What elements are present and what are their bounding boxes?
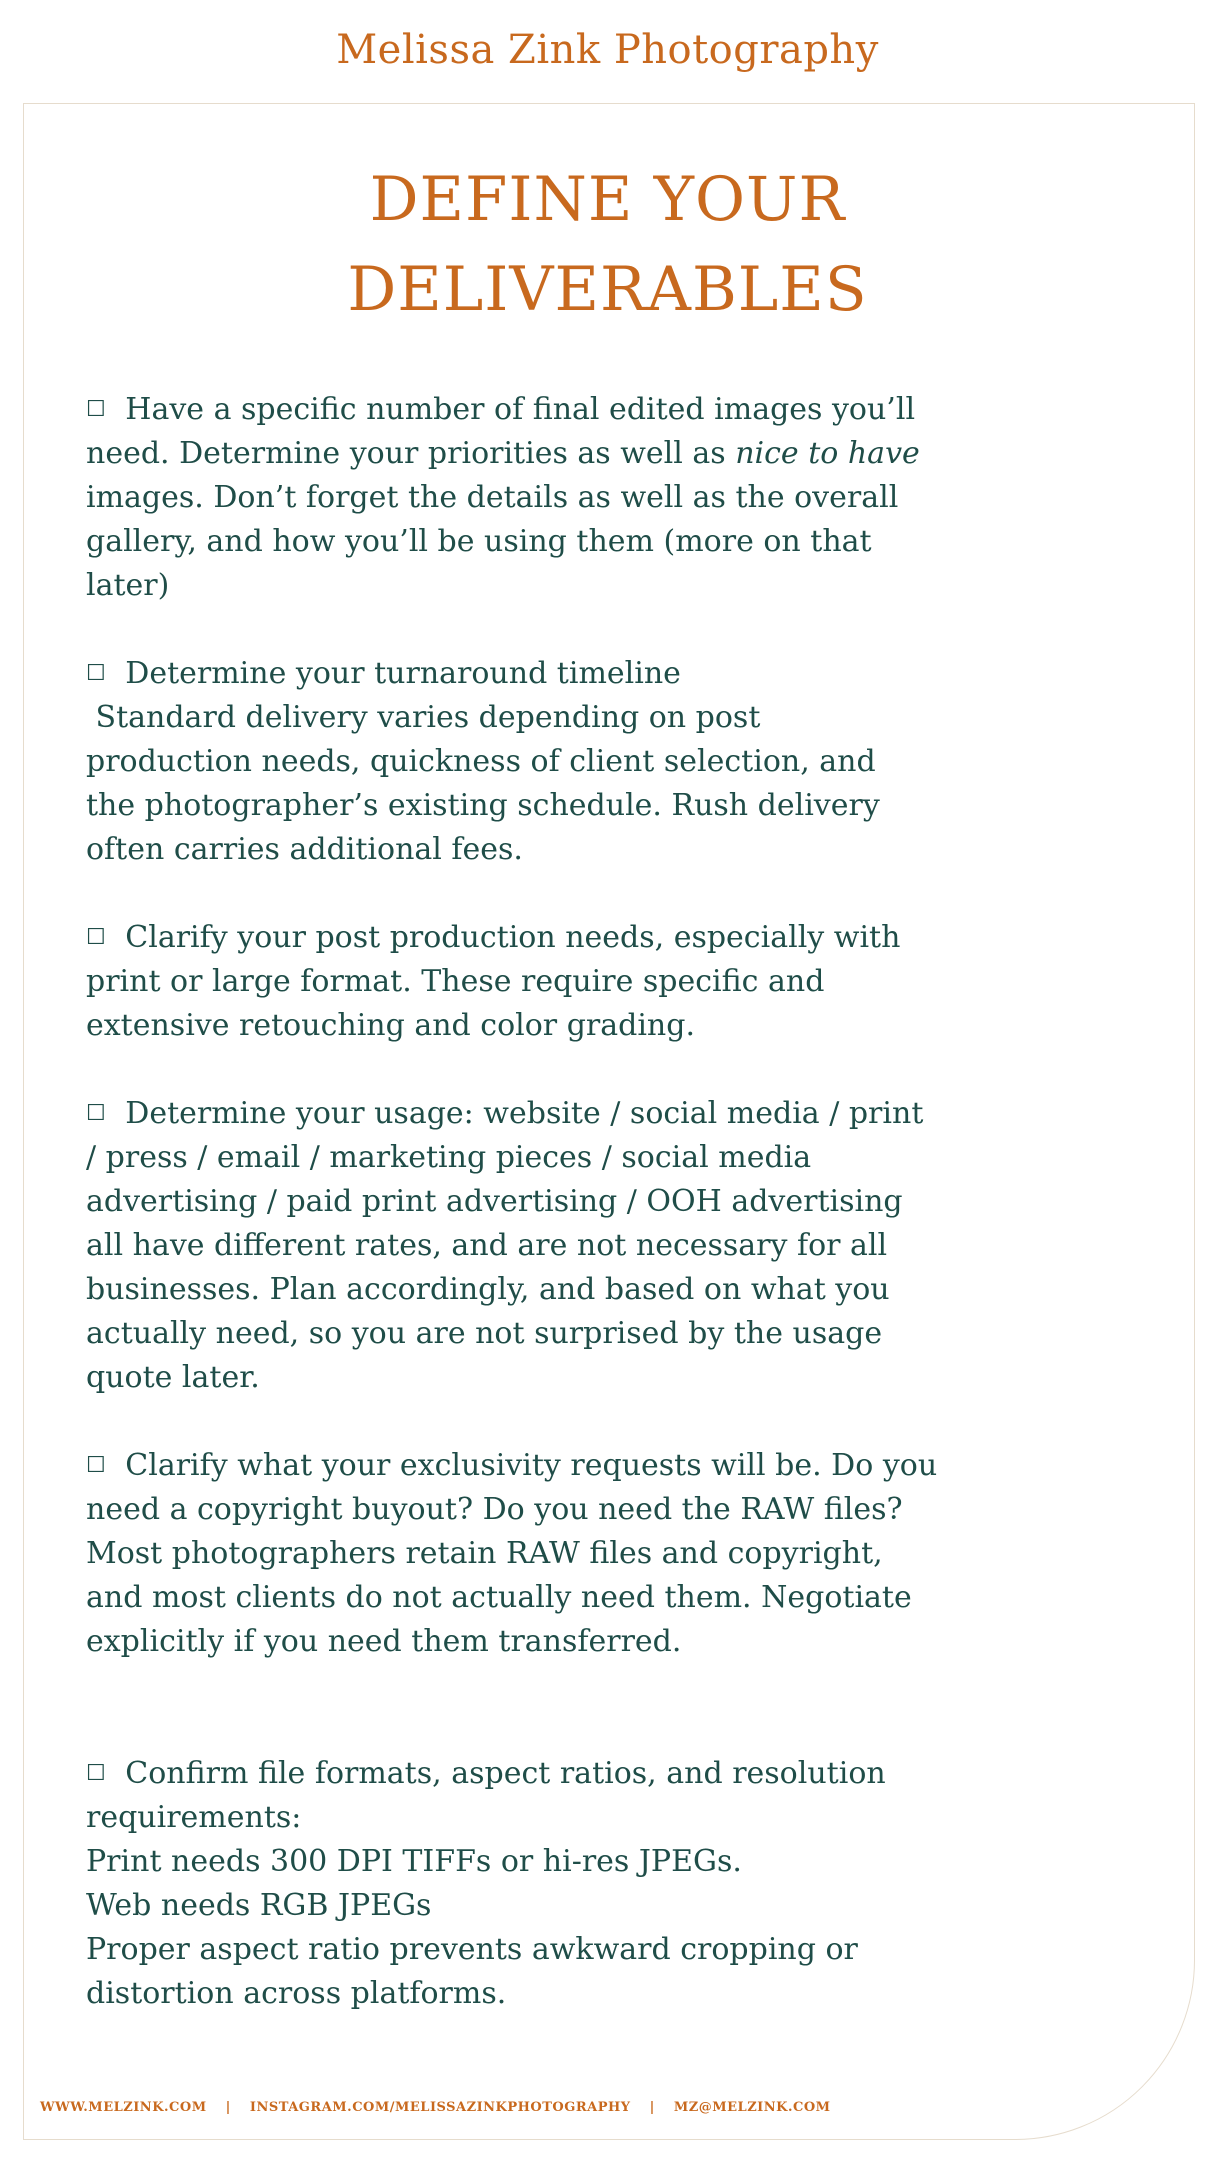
footer-website-link[interactable]: WWW.MELZINK.COM: [40, 2100, 207, 2115]
checklist-item-post-production: [86, 916, 1126, 1048]
item-emphasis: nice to have: [735, 436, 920, 471]
item-text: Confirm file formats, aspect ratios, and resolution: [125, 1756, 886, 1791]
item-text: Most photographers retain RAW files and copyright,: [86, 1536, 883, 1571]
title-line-1: DEFINE YOUR: [369, 164, 846, 235]
item-text: the photographer’s existing schedule. Rush delivery: [86, 788, 880, 823]
footer-separator: |: [649, 2100, 655, 2115]
item-text: need. Determine your priorities as well as: [86, 436, 726, 471]
item-text: extensive retouching and color grading.: [86, 1008, 695, 1043]
checkbox-icon: ☐: [86, 925, 106, 950]
item-text: need a copyright buyout? Do you need the RAW files?: [86, 1492, 903, 1527]
footer-instagram-link[interactable]: INSTAGRAM.COM/MELISSAZINKPHOTOGRAPHY: [249, 2100, 631, 2115]
item-text: production needs, quickness of client selection, and: [86, 744, 876, 779]
item-text: Clarify your post production needs, especially with: [125, 920, 901, 955]
item-text: later): [86, 568, 170, 603]
brand-name: Melissa Zink Photography: [336, 27, 879, 73]
item-text: often carries additional fees.: [86, 832, 523, 867]
checklist: [86, 388, 1126, 2016]
item-text: actually need, so you are not surprised by the usage: [86, 1316, 883, 1351]
checklist-item-exclusivity: [86, 1444, 1126, 1664]
item-text: Print needs 300 DPI TIFFs or hi-res JPEGs.: [86, 1844, 742, 1879]
item-text: Clarify what your exclusivity requests will be. Do you: [125, 1448, 938, 1483]
footer-separator: |: [225, 2100, 231, 2115]
item-text: Determine your turnaround timeline: [125, 656, 681, 691]
title-line-2: DELIVERABLES: [347, 254, 868, 325]
checklist-item-file-formats: [86, 1752, 1126, 2016]
item-text: Have a specific number of final edited images you’ll: [125, 392, 916, 427]
item-text: distortion across platforms.: [86, 1976, 507, 2011]
item-text: requirements:: [86, 1800, 302, 1835]
item-text: quote later.: [86, 1360, 260, 1395]
item-text: all have different rates, and are not necessary for all: [86, 1228, 888, 1263]
item-text: advertising / paid print advertising / OOH advertising: [86, 1184, 903, 1219]
checkbox-icon: ☐: [86, 1101, 106, 1126]
item-text: businesses. Plan accordingly, and based on what you: [86, 1272, 890, 1307]
checklist-item-images: [86, 388, 1126, 608]
item-text: print or large format. These require specific and: [86, 964, 825, 999]
item-text: Determine your usage: website / social media / print: [125, 1096, 924, 1131]
item-text: Proper aspect ratio prevents awkward cropping or: [86, 1932, 858, 1967]
checkbox-icon: ☐: [86, 1761, 106, 1786]
item-text: / press / email / marketing pieces / social media: [86, 1140, 812, 1175]
checklist-item-turnaround: [86, 652, 1126, 872]
item-text: and most clients do not actually need them. Negotiate: [86, 1580, 912, 1615]
item-text: explicitly if you need them transferred.: [86, 1624, 682, 1659]
checkbox-icon: ☐: [86, 397, 106, 422]
item-text: gallery, and how you’ll be using them (more on that: [86, 524, 872, 559]
footer-contact: [40, 2100, 831, 2115]
page-title: [0, 155, 1215, 335]
footer-email-link[interactable]: MZ@MELZINK.COM: [673, 2100, 831, 2115]
checkbox-icon: ☐: [86, 661, 106, 686]
checkbox-icon: ☐: [86, 1453, 106, 1478]
checklist-item-usage: [86, 1092, 1126, 1400]
item-text: images. Don’t forget the details as well as the overall: [86, 480, 899, 515]
item-text: Web needs RGB JPEGs: [86, 1888, 432, 1923]
item-text: Standard delivery varies depending on post: [86, 700, 761, 735]
